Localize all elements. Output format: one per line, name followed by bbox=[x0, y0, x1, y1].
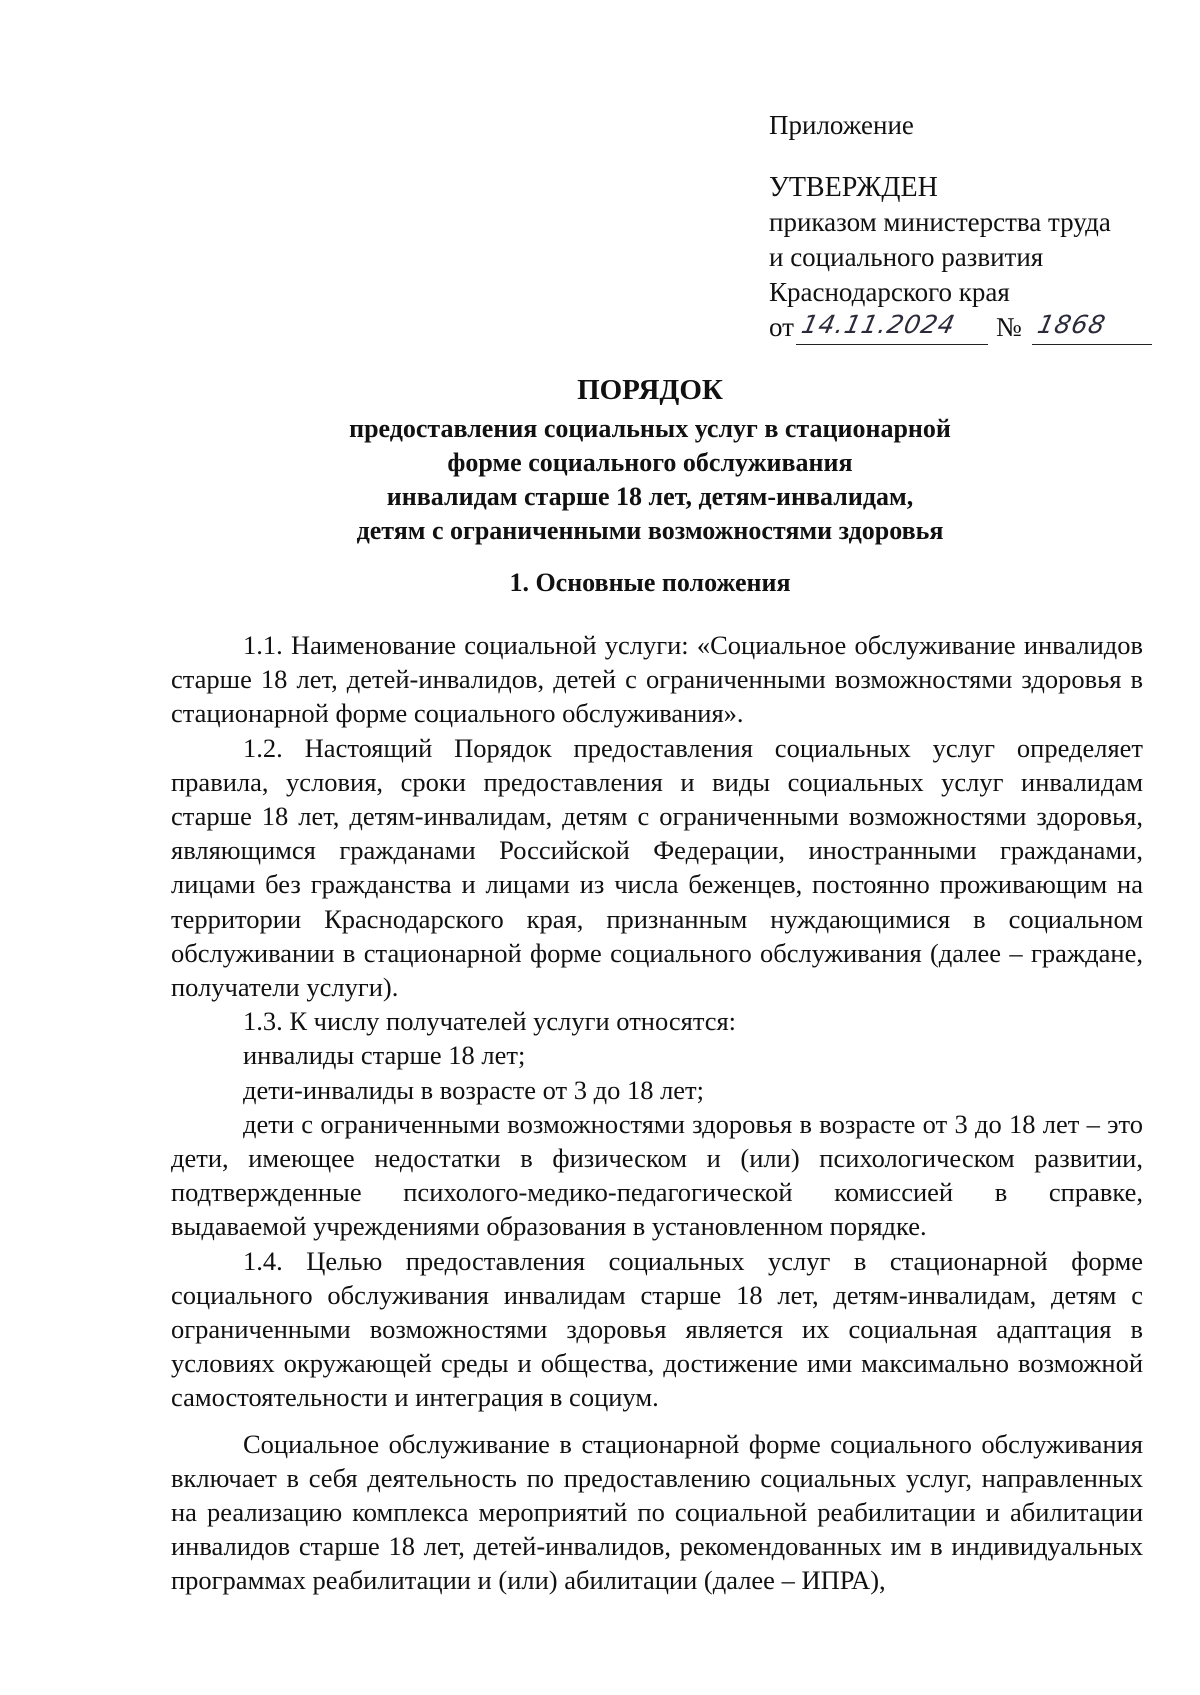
section-heading: 1. Основные положения bbox=[509, 568, 791, 597]
approval-stamp bbox=[769, 108, 1169, 345]
title-line-4: детям с ограниченными возможностями здоровья bbox=[356, 516, 944, 545]
title-line-2: форме социального обслуживания bbox=[447, 448, 853, 477]
approval-line-3: Краснодарского края bbox=[769, 277, 1010, 307]
approved-label: УТВЕРЖДЕН bbox=[769, 172, 938, 203]
date-prefix: от bbox=[769, 312, 794, 342]
paragraph: 1.2. Настоящий Порядок предоставления социальных услуг определяет правила, условия, сроки предоставления и виды социальных услуг инвалидам старше 18 лет, детям-инвалидам, детям с ограниченными возможностями здоровья, являющимся гражданами Российской Федерации, иностранными гражданами, лицами без гражданства и лицами из числа беженцев, постоянно проживающим на территории Краснодарского края, признанным нуждающимися в социальном обслуживании в стационарной форме социального обслуживания (далее – граждане, получатели услуги). bbox=[171, 732, 1143, 1003]
paragraph: дети с ограниченными возможностями здоровья в возрасте от 3 до 18 лет – это дети, имеющее недостатки в физическом и (или) психологическом развитии, подтвержденные психолого-медико-педагогической комиссией в справке, выдаваемой учреждениями образования в установленном порядке. bbox=[171, 1108, 1143, 1242]
paragraph: дети-инвалиды в возрасте от 3 до 18 лет; bbox=[243, 1074, 704, 1105]
approval-line-2: и социального развития bbox=[769, 242, 1044, 272]
number-field bbox=[1032, 310, 1152, 345]
body-text bbox=[171, 628, 1143, 1598]
handwritten-date: 14.11.2024 bbox=[798, 310, 959, 339]
appendix-label: Приложение bbox=[769, 110, 914, 140]
date-number-row bbox=[769, 310, 1169, 345]
handwritten-number: 1868 bbox=[1034, 310, 1109, 339]
title-line-1: предоставления социальных услуг в стационарной bbox=[349, 414, 951, 443]
document-title bbox=[160, 372, 1140, 548]
title-main: ПОРЯДОК bbox=[577, 374, 723, 406]
paragraph: 1.3. К числу получателей услуги относятся: bbox=[243, 1006, 737, 1037]
number-sign: № bbox=[995, 312, 1022, 342]
paragraph: Социальное обслуживание в стационарной форме социального обслуживания включает в себя деятельность по предоставлению социальных услуг, направленных на реализацию комплекса мероприятий по социальной реабилитации и абилитации инвалидов старше 18 лет, детей-инвалидов, рекомендованных им в индивидуальных программах реабилитации и (или) абилитации (далее – ИПРА), bbox=[171, 1428, 1143, 1596]
approval-line-1: приказом министерства труда bbox=[769, 207, 1111, 237]
title-line-3: инвалидам старше 18 лет, детям-инвалидам, bbox=[386, 482, 914, 511]
paragraph: инвалиды старше 18 лет; bbox=[243, 1040, 526, 1071]
paragraph: 1.1. Наименование социальной услуги: «Социальное обслуживание инвалидов старше 18 лет, детей-инвалидов, детей с ограниченными возможностями здоровья в стационарной форме социального обслуживания». bbox=[171, 630, 1143, 729]
paragraph: 1.4. Целью предоставления социальных услуг в стационарной форме социального обслуживания инвалидам старше 18 лет, детям-инвалидам, детям с ограниченными возможностями здоровья является их социальная адаптация в условиях окружающей среды и общества, достижение ими максимально возможной самостоятельности и интеграция в социум. bbox=[171, 1245, 1143, 1413]
date-field bbox=[796, 310, 988, 345]
